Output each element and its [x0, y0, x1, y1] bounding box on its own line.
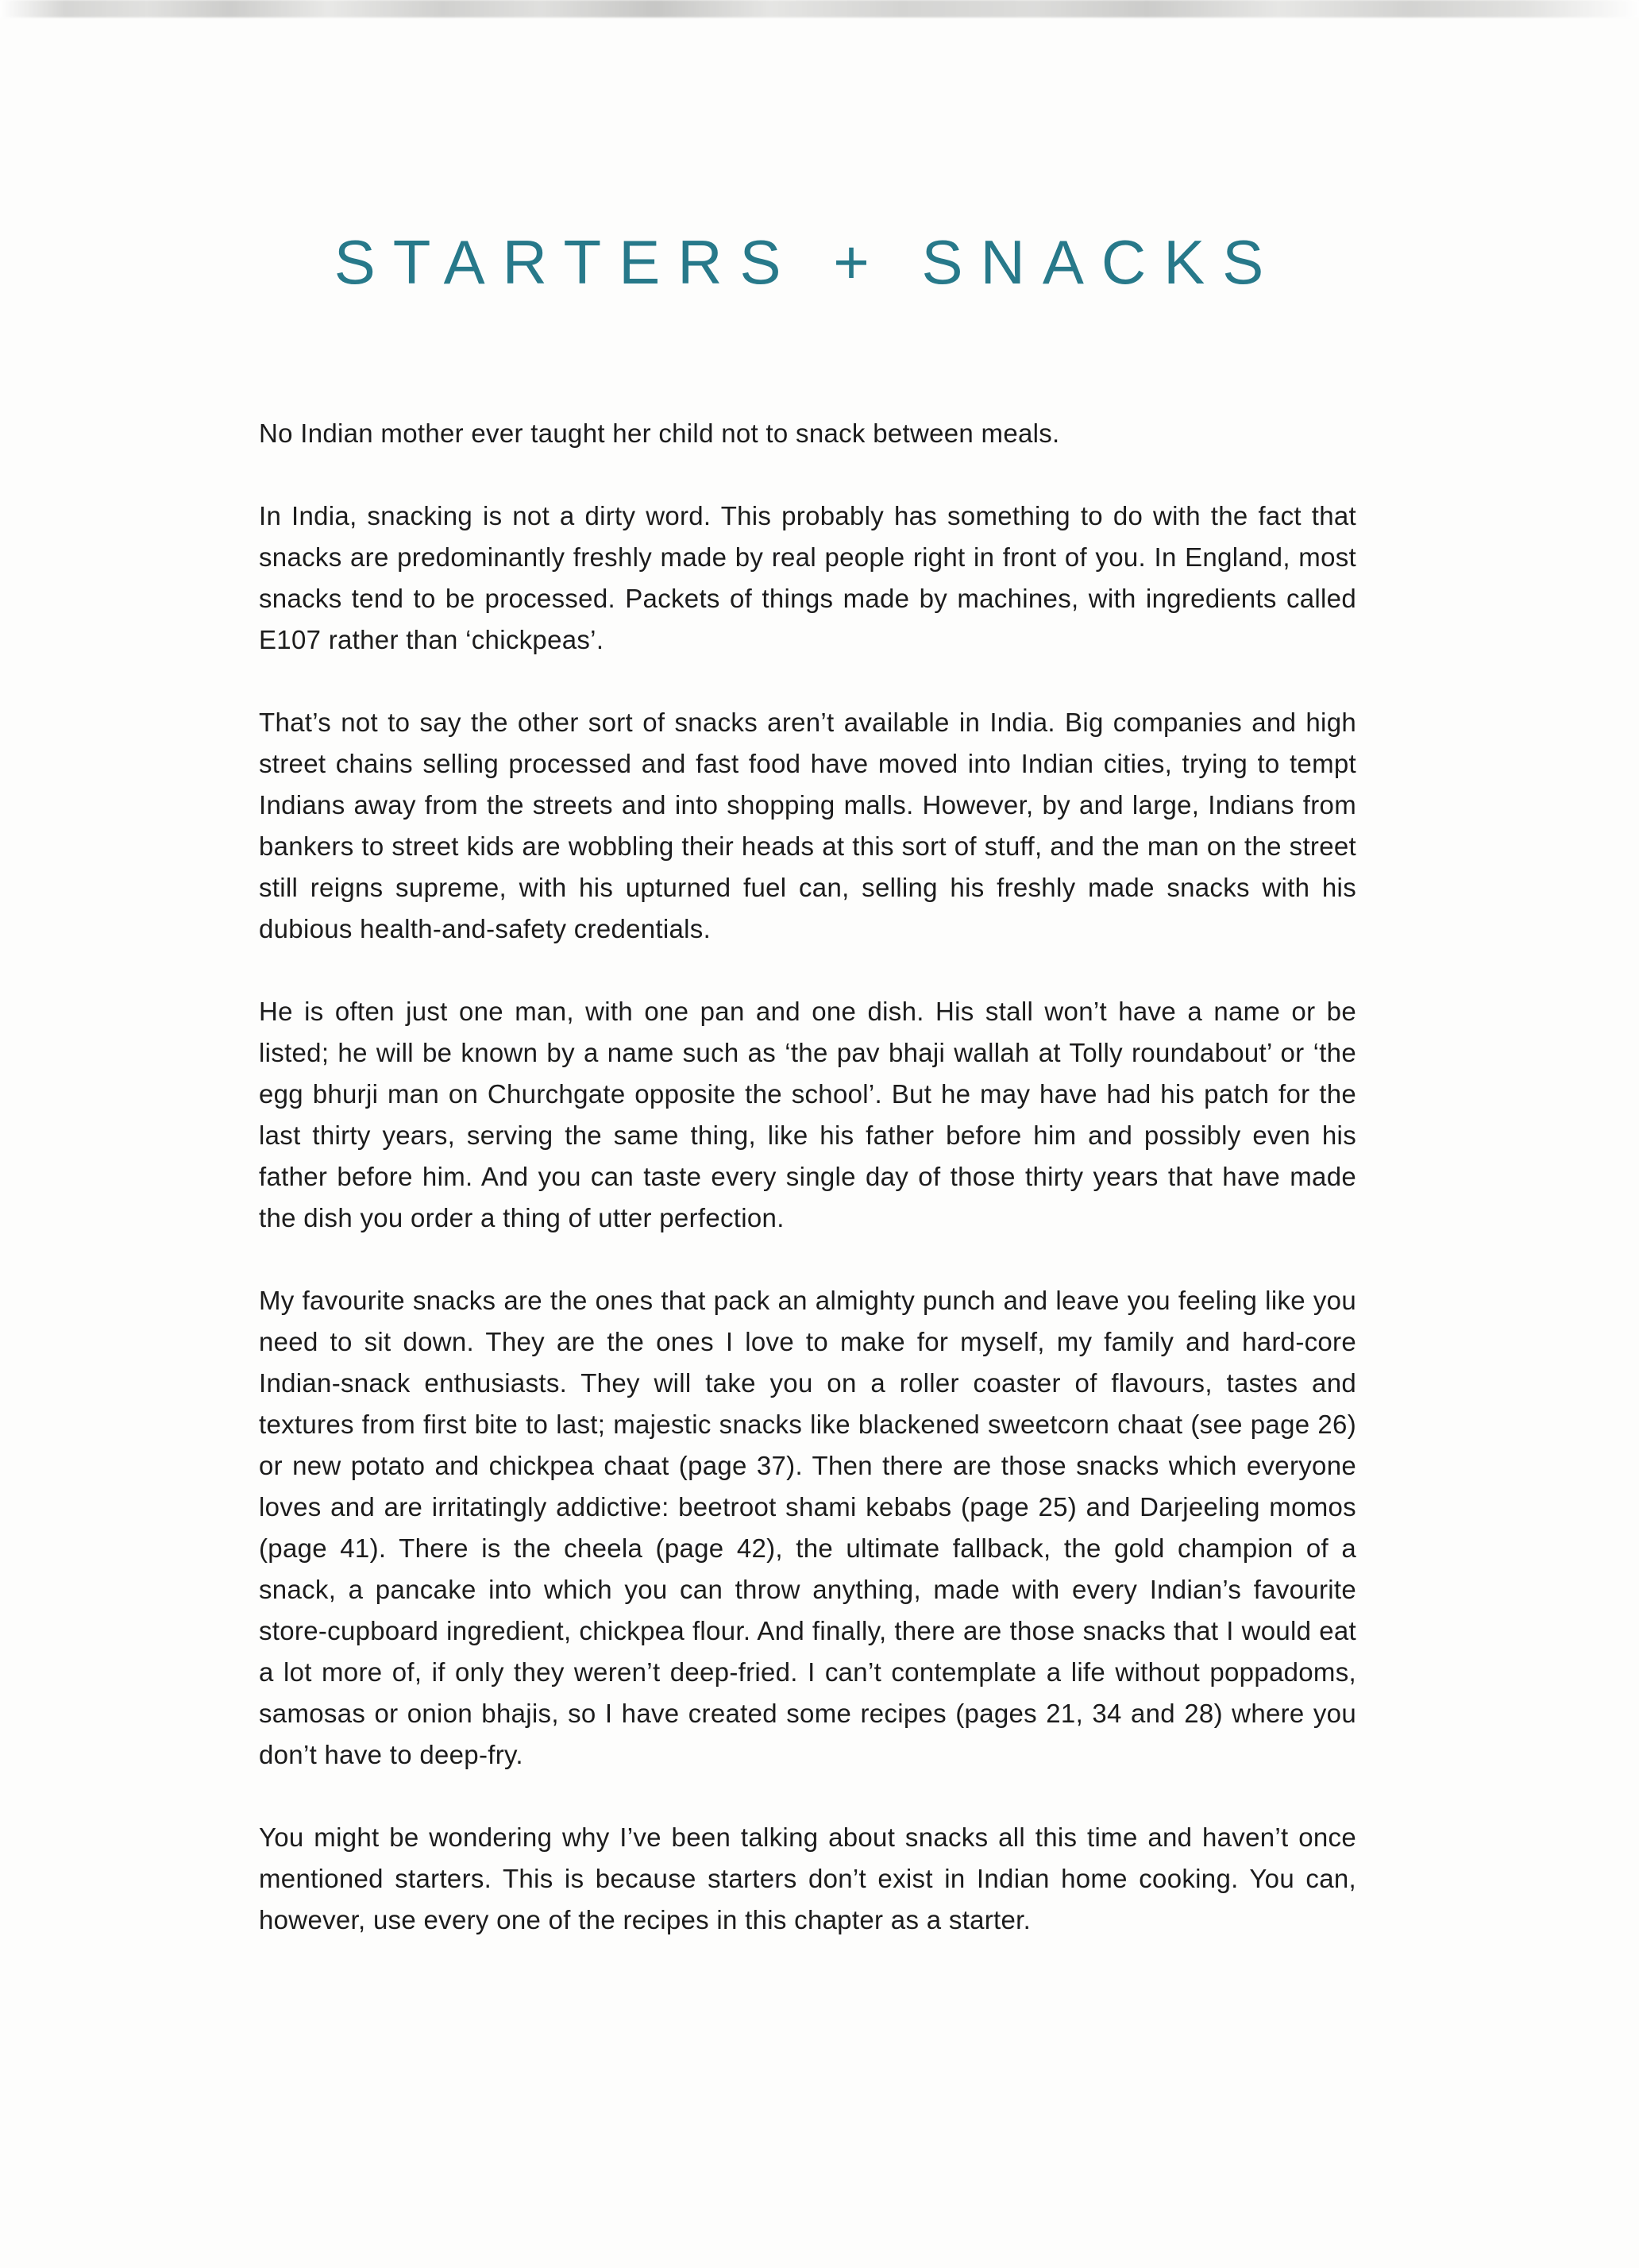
- paragraph: That’s not to say the other sort of snacks aren’t available in India. Big companies and high street chains selling processed and fast food have moved into Indian cities, trying to tempt Indians away from the streets and into shopping malls. However, by and large, Indians from bankers to street kids are wobbling their heads at this sort of stuff, and the man on the street still reigns supreme, with his upturned fuel can, selling his freshly made snacks with his dubious health-and-safety credentials.: [259, 707, 1356, 943]
- chapter-intro-text: [259, 413, 1356, 1941]
- page-content: [259, 0, 1356, 1941]
- paragraph: My favourite snacks are the ones that pack an almighty punch and leave you feeling like you need to sit down. They are the ones I love to make for myself, my family and hard-core Indian-snack enthusiasts. They will take you on a roller coaster of flavours, tastes and textures from first bite to last; majestic snacks like blackened sweetcorn chaat (see page 26) or new potato and chickpea chaat (page 37). Then there are those snacks which everyone loves and are irritatingly addictive: beetroot shami kebabs (page 25) and Darjeeling momos (page 41). There is the cheela (page 42), the ultimate fallback, the gold champion of a snack, a pancake into which you can throw anything, made with every Indian’s favourite store-cupboard ingredient, chickpea flour. And finally, there are those snacks that I would eat a lot more of, if only they weren’t deep-fried. I can’t contemplate a life without poppadoms, samosas or onion bhajis, so I have created some recipes (pages 21, 34 and 28) where you don’t have to deep-fry.: [259, 1285, 1356, 1769]
- paragraph: In India, snacking is not a dirty word. This probably has something to do with the fact that snacks are predominantly freshly made by real people right in front of you. In England, most snacks tend to be processed. Packets of things made by machines, with ingredients called E107 rather than ‘chickpeas’.: [259, 500, 1356, 654]
- paragraph: He is often just one man, with one pan and one dish. His stall won’t have a name or be listed; he will be known by a name such as ‘the pav bhaji wallah at Tolly roundabout’ or ‘the egg bhurji man on Churchgate opposite the school’. But he may have had his patch for the last thirty years, serving the same thing, like his father before him and possibly even his father before him. And you can taste every single day of those thirty years that have made the dish you order a thing of utter perfection.: [259, 996, 1356, 1232]
- chapter-title: STARTERS + SNACKS: [334, 227, 1282, 297]
- paragraph: No Indian mother ever taught her child not to snack between meals.: [259, 418, 1060, 448]
- paragraph: You might be wondering why I’ve been talking about snacks all this time and haven’t once mentioned starters. This is because starters don’t exist in Indian home cooking. You can, however, use every one of the recipes in this chapter as a starter.: [259, 1822, 1356, 1934]
